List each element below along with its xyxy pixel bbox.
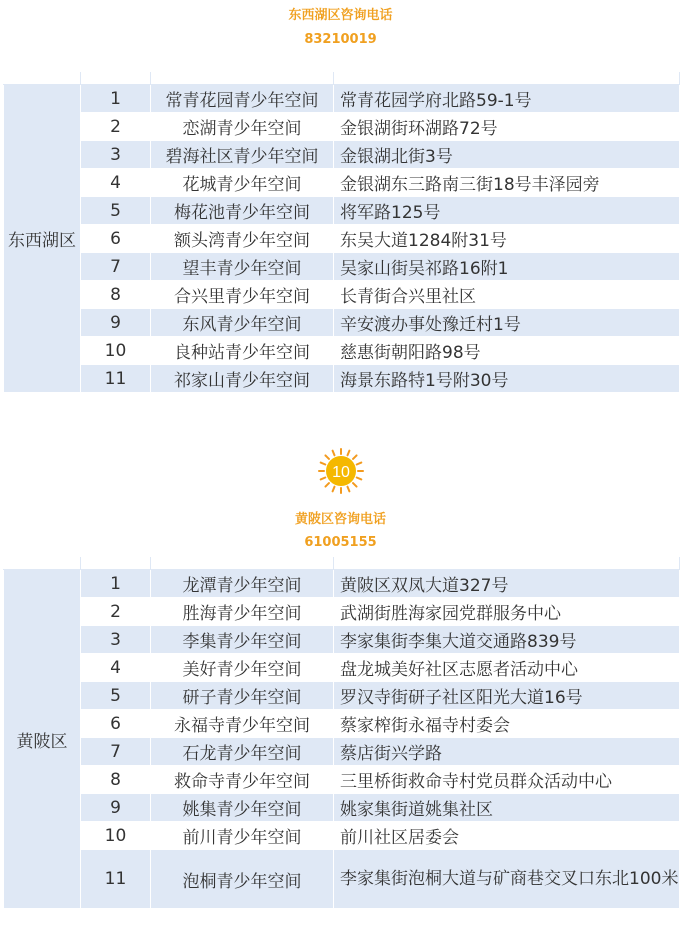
table-row [4, 794, 680, 822]
table-row [4, 654, 680, 682]
section1-table [3, 72, 680, 393]
space-address: 辛安渡办事处豫迁村1号 [334, 309, 680, 337]
space-name: 常青花园青少年空间 [151, 85, 334, 113]
row-number: 10 [81, 337, 151, 365]
space-address: 李家集街李集大道交通路839号 [334, 626, 680, 654]
table-row [4, 766, 680, 794]
table-row [4, 682, 680, 710]
table-row [4, 169, 680, 197]
table-row [4, 113, 680, 141]
row-number: 2 [81, 598, 151, 626]
space-name: 额头湾青少年空间 [151, 225, 334, 253]
table-header-row [4, 557, 680, 570]
table-row [4, 337, 680, 365]
space-address: 蔡店街兴学路 [334, 738, 680, 766]
district-cell: 黄陂区 [4, 570, 81, 909]
sun-ray [333, 487, 335, 492]
space-name: 胜海青少年空间 [151, 598, 334, 626]
row-number: 10 [81, 822, 151, 850]
sun-number-badge [317, 447, 365, 495]
row-number: 9 [81, 309, 151, 337]
sun-ray [325, 455, 329, 459]
section1-title: 东西湖区咨询电话 [288, 8, 393, 23]
table-row [4, 738, 680, 766]
table-row [4, 598, 680, 626]
space-address: 金银湖街环湖路72号 [334, 113, 680, 141]
row-number: 6 [81, 710, 151, 738]
sun-ray [353, 455, 357, 459]
row-number: 4 [81, 654, 151, 682]
row-number: 6 [81, 225, 151, 253]
section2-table [3, 557, 680, 909]
table-row [4, 570, 680, 598]
space-address: 吴家山街吴祁路16附1 [334, 253, 680, 281]
space-name: 碧海社区青少年空间 [151, 141, 334, 169]
space-name: 梅花池青少年空间 [151, 197, 334, 225]
space-address: 东吴大道1284附31号 [334, 225, 680, 253]
space-name: 救命寺青少年空间 [151, 766, 334, 794]
row-number: 9 [81, 794, 151, 822]
space-name: 龙潭青少年空间 [151, 570, 334, 598]
table-row [4, 85, 680, 113]
table-row [4, 365, 680, 393]
table-row [4, 225, 680, 253]
row-number: 11 [81, 850, 151, 909]
space-name: 东风青少年空间 [151, 309, 334, 337]
row-number: 5 [81, 682, 151, 710]
district-cell: 东西湖区 [4, 85, 81, 393]
space-address: 武湖街胜海家园党群服务中心 [334, 598, 680, 626]
row-number: 7 [81, 253, 151, 281]
row-number: 1 [81, 570, 151, 598]
sun-ray [353, 483, 357, 487]
space-name: 永福寺青少年空间 [151, 710, 334, 738]
space-address: 金银湖北街3号 [334, 141, 680, 169]
space-name: 姚集青少年空间 [151, 794, 334, 822]
table-row [4, 141, 680, 169]
space-name: 李集青少年空间 [151, 626, 334, 654]
table-row [4, 253, 680, 281]
space-address: 蔡家榨街永福寺村委会 [334, 710, 680, 738]
table-row [4, 281, 680, 309]
space-name: 祁家山青少年空间 [151, 365, 334, 393]
space-address: 长青街合兴里社区 [334, 281, 680, 309]
row-number: 2 [81, 113, 151, 141]
table-row [4, 850, 680, 909]
table-row [4, 309, 680, 337]
space-address: 李家集街泡桐大道与矿商巷交叉口东北100米 [334, 850, 680, 909]
space-name: 恋湖青少年空间 [151, 113, 334, 141]
table-row [4, 822, 680, 850]
row-number: 3 [81, 141, 151, 169]
sun-ray [348, 487, 350, 492]
sun-ray [348, 451, 350, 456]
space-address: 前川社区居委会 [334, 822, 680, 850]
badge-number: 10 [332, 464, 350, 481]
space-address: 黄陂区双凤大道327号 [334, 570, 680, 598]
space-address: 罗汉寺街研子社区阳光大道16号 [334, 682, 680, 710]
space-name: 美好青少年空间 [151, 654, 334, 682]
space-name: 望丰青少年空间 [151, 253, 334, 281]
table-header-row [4, 72, 680, 85]
space-address: 海景东路特1号附30号 [334, 365, 680, 393]
space-address: 盘龙城美好社区志愿者活动中心 [334, 654, 680, 682]
table-row [4, 626, 680, 654]
space-address: 三里桥街救命寺村党员群众活动中心 [334, 766, 680, 794]
sun-ray [321, 478, 326, 480]
row-number: 1 [81, 85, 151, 113]
sun-ray [357, 478, 362, 480]
space-address: 姚家集街道姚集社区 [334, 794, 680, 822]
space-name: 花城青少年空间 [151, 169, 334, 197]
sun-ray [333, 451, 335, 456]
space-name: 研子青少年空间 [151, 682, 334, 710]
row-number: 5 [81, 197, 151, 225]
sun-ray [325, 483, 329, 487]
row-number: 7 [81, 738, 151, 766]
sun-ray [357, 463, 362, 465]
row-number: 3 [81, 626, 151, 654]
space-address: 慈惠街朝阳路98号 [334, 337, 680, 365]
space-name: 泡桐青少年空间 [151, 850, 334, 909]
section2-title: 黄陂区咨询电话 [294, 512, 386, 527]
space-name: 前川青少年空间 [151, 822, 334, 850]
sun-ray [321, 463, 326, 465]
table-row [4, 197, 680, 225]
space-address: 将军路125号 [334, 197, 680, 225]
space-address: 常青花园学府北路59-1号 [334, 85, 680, 113]
space-address: 金银湖东三路南三街18号丰泽园旁 [334, 169, 680, 197]
row-number: 4 [81, 169, 151, 197]
section2-phone: 61005155 [304, 535, 377, 550]
row-number: 11 [81, 365, 151, 393]
row-number: 8 [81, 281, 151, 309]
space-name: 石龙青少年空间 [151, 738, 334, 766]
row-number: 8 [81, 766, 151, 794]
space-name: 良种站青少年空间 [151, 337, 334, 365]
section1-phone: 83210019 [304, 32, 377, 47]
space-name: 合兴里青少年空间 [151, 281, 334, 309]
table-row [4, 710, 680, 738]
